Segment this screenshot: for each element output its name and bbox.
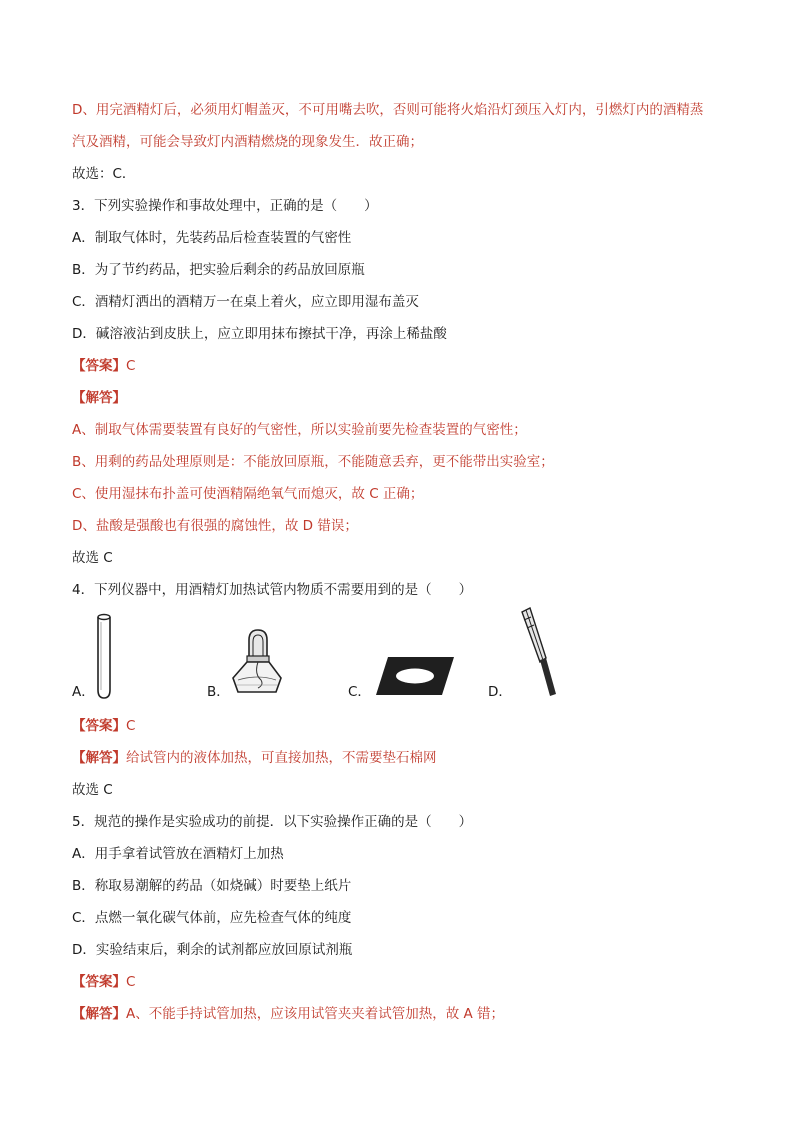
answer-value: C [126, 358, 136, 374]
q3-analysis-b: B、用剩的药品处理原则是：不能放回原瓶，不能随意丢弃，更不能带出实验室； [72, 454, 554, 470]
analysis-text: A、不能手持试管加热，应该用试管夹夹着试管加热，故 A 错； [126, 1006, 505, 1022]
asbestos-gauze-icon [374, 655, 456, 697]
q4-choice: 故选 C [72, 782, 113, 798]
q3-analysis-a: A、制取气体需要装置有良好的气密性，所以实验前要先检查装置的气密性； [72, 422, 527, 438]
analysis-tag: 【解答】 [72, 1006, 126, 1022]
prev-explanation-d-line2: 汽及酒精，可能会导致灯内酒精燃烧的现象发生．故正确； [72, 134, 423, 150]
q3-answer [72, 356, 135, 376]
answer-value: C [126, 974, 136, 990]
test-tube-icon [92, 612, 116, 700]
q4-option-b-label: B． [207, 684, 230, 700]
alcohol-lamp-icon [228, 628, 286, 698]
answer-tag: 【答案】 [72, 718, 126, 734]
q3-option-c: C．酒精灯洒出的酒精万一在桌上着火，应立即用湿布盖灭 [72, 294, 419, 310]
answer-tag: 【答案】 [72, 358, 126, 374]
q5-answer [72, 972, 135, 992]
q4-analysis [72, 748, 437, 768]
q5-option-b: B．称取易潮解的药品（如烧碱）时要垫上纸片 [72, 878, 352, 894]
q5-option-d: D．实验结束后，剩余的试剂都应放回原试剂瓶 [72, 942, 353, 958]
q5-stem: 5．规范的操作是实验成功的前提．以下实验操作正确的是（ ） [72, 814, 473, 830]
q4-answer [72, 716, 135, 736]
q3-option-a: A．制取气体时，先装药品后检查装置的气密性 [72, 230, 352, 246]
q4-stem: 4．下列仪器中，用酒精灯加热试管内物质不需要用到的是（ ） [72, 582, 473, 598]
answer-value: C [126, 718, 136, 734]
q3-option-d: D．碱溶液沾到皮肤上，应立即用抹布擦拭干净，再涂上稀盐酸 [72, 326, 447, 342]
q3-analysis-c: C、使用湿抹布扑盖可使酒精隔绝氧气而熄灭，故 C 正确； [72, 486, 424, 502]
q5-option-a: A．用手拿着试管放在酒精灯上加热 [72, 846, 284, 862]
analysis-text: 给试管内的液体加热，可直接加热，不需要垫石棉网 [126, 750, 437, 766]
analysis-tag: 【解答】 [72, 390, 126, 406]
prev-choice: 故选：C． [72, 166, 136, 182]
test-tube-clamp-icon [514, 606, 560, 698]
q4-option-d-label: D． [488, 684, 512, 700]
q3-analysis-d: D、盐酸是强酸也有很强的腐蚀性，故 D 错误； [72, 518, 358, 534]
q4-option-a-label: A． [72, 684, 95, 700]
q5-option-c: C．点燃一氧化碳气体前，应先检查气体的纯度 [72, 910, 352, 926]
q4-option-c-label: C． [348, 684, 371, 700]
q3-choice: 故选 C [72, 550, 113, 566]
analysis-tag: 【解答】 [72, 750, 126, 766]
prev-explanation-d-line1: D、用完酒精灯后，必须用灯帽盖灭，不可用嘴去吹，否则可能将火焰沿灯颈压入灯内，引燃灯内的酒精蒸 [72, 102, 704, 118]
q3-option-b: B．为了节约药品，把实验后剩余的药品放回原瓶 [72, 262, 365, 278]
q3-analysis-tag [72, 388, 126, 408]
q3-stem: 3．下列实验操作和事故处理中，正确的是（ ） [72, 198, 378, 214]
q5-analysis [72, 1004, 504, 1024]
answer-tag: 【答案】 [72, 974, 126, 990]
